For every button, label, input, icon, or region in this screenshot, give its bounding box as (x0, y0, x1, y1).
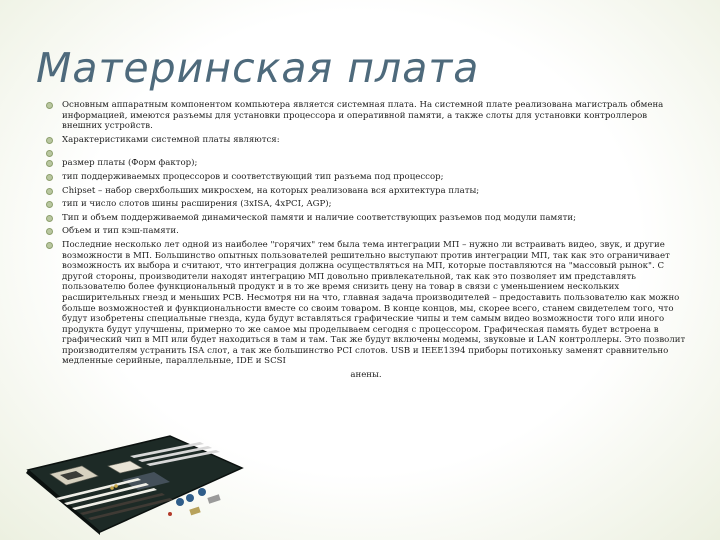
bullet-item (46, 199, 686, 210)
bullet-list (46, 100, 686, 367)
bullet-icon (46, 201, 53, 208)
slide-content (46, 100, 686, 381)
bullet-text: размер платы (Форм фактор); (62, 158, 198, 169)
bullet-item (46, 240, 686, 367)
bullet-icon (46, 160, 53, 167)
motherboard-image (20, 430, 245, 535)
bullet-item (46, 158, 686, 169)
bullet-item (46, 186, 686, 197)
bullet-text: Основным аппаратным компонентом компьютера является системная плата. На системной плате реализована магистраль обмена информацией, имеются разъемы для установки процессора и оперативной памяти, а также слоты для установки контроллеров внешних устройств. (62, 100, 664, 132)
bullet-icon (46, 137, 53, 144)
bullet-icon (46, 242, 53, 249)
bullet-text: Последние несколько лет одной из наиболее "горячих" тем была тема интеграции МП – нужно ли встраивать видео, звук, и другие возможности в МП. Большинство опытных пользователей решительно выступают против интеграции МП, так как это ограничивает возможность их выбора и считают, что интеграция должна осуществляться на МП, которые поставляются на "массовый рынок". С другой стороны, производители находят интеграцию МП довольно привлекательной, так как это позволяет им представлять пользователю более функциональный продукт и в то же время снизить цену на товар в связи с уменьшением нескольких расширительных гнезд и меньших PCB. Несмотря ни на что, главная задача производителей – предоставить пользователю как можно больше возможностей и функциональности вместе со своим товаром. В конце концов, мы, скорее всего, станем свидетелем того, что будут изобретены специальные гнезда, куда будут вставляться графические чипы и тем самым видео возможности того или иного продукта будут улучшены, примерно то же самое мы проделываем сегодня с процессором. Графическая память будет встроена в графический чип в МП или будет находиться в там и там. Так же будут включены модемы, звуковые и LAN контроллеры. Это позволит производителям устранить ISA слот, а так же большинство PCI слотов. USB и IEEE1394 приборы потихоньку заменят сравнительно медленные серийные, параллельные, IDE и SCSI (62, 239, 686, 367)
bullet-text: тип и число слотов шины расширения (3xISA, 4xPCI, AGP); (62, 199, 332, 210)
tail-text: анены. (350, 370, 382, 381)
bullet-icon (46, 150, 53, 157)
bullet-text: Объем и тип кэш-памяти. (62, 226, 179, 237)
bullet-icon (46, 174, 53, 181)
bullet-item (46, 226, 686, 237)
bullet-item (46, 213, 686, 224)
bullet-item-empty (46, 148, 686, 155)
bullet-text: Характеристиками системной платы являются: (62, 134, 280, 145)
bullet-item (46, 135, 686, 146)
bullet-text: тип поддерживаемых процессоров и соответствующий тип разъема под процессор; (62, 171, 444, 182)
bullet-item (46, 172, 686, 183)
bullet-icon (46, 228, 53, 235)
bullet-icon (46, 102, 53, 109)
bullet-icon (46, 188, 53, 195)
slide-title: Материнская плата (36, 44, 480, 92)
bullet-text: Тип и объем поддерживаемой динамической памяти и наличие соответствующих разъемов под модули памяти; (62, 212, 577, 223)
bullet-item (46, 100, 686, 132)
bullet-text: Chipset – набор сверхбольших микросхем, на которых реализована вся архитектура платы; (62, 185, 480, 196)
bullet-icon (46, 215, 53, 222)
